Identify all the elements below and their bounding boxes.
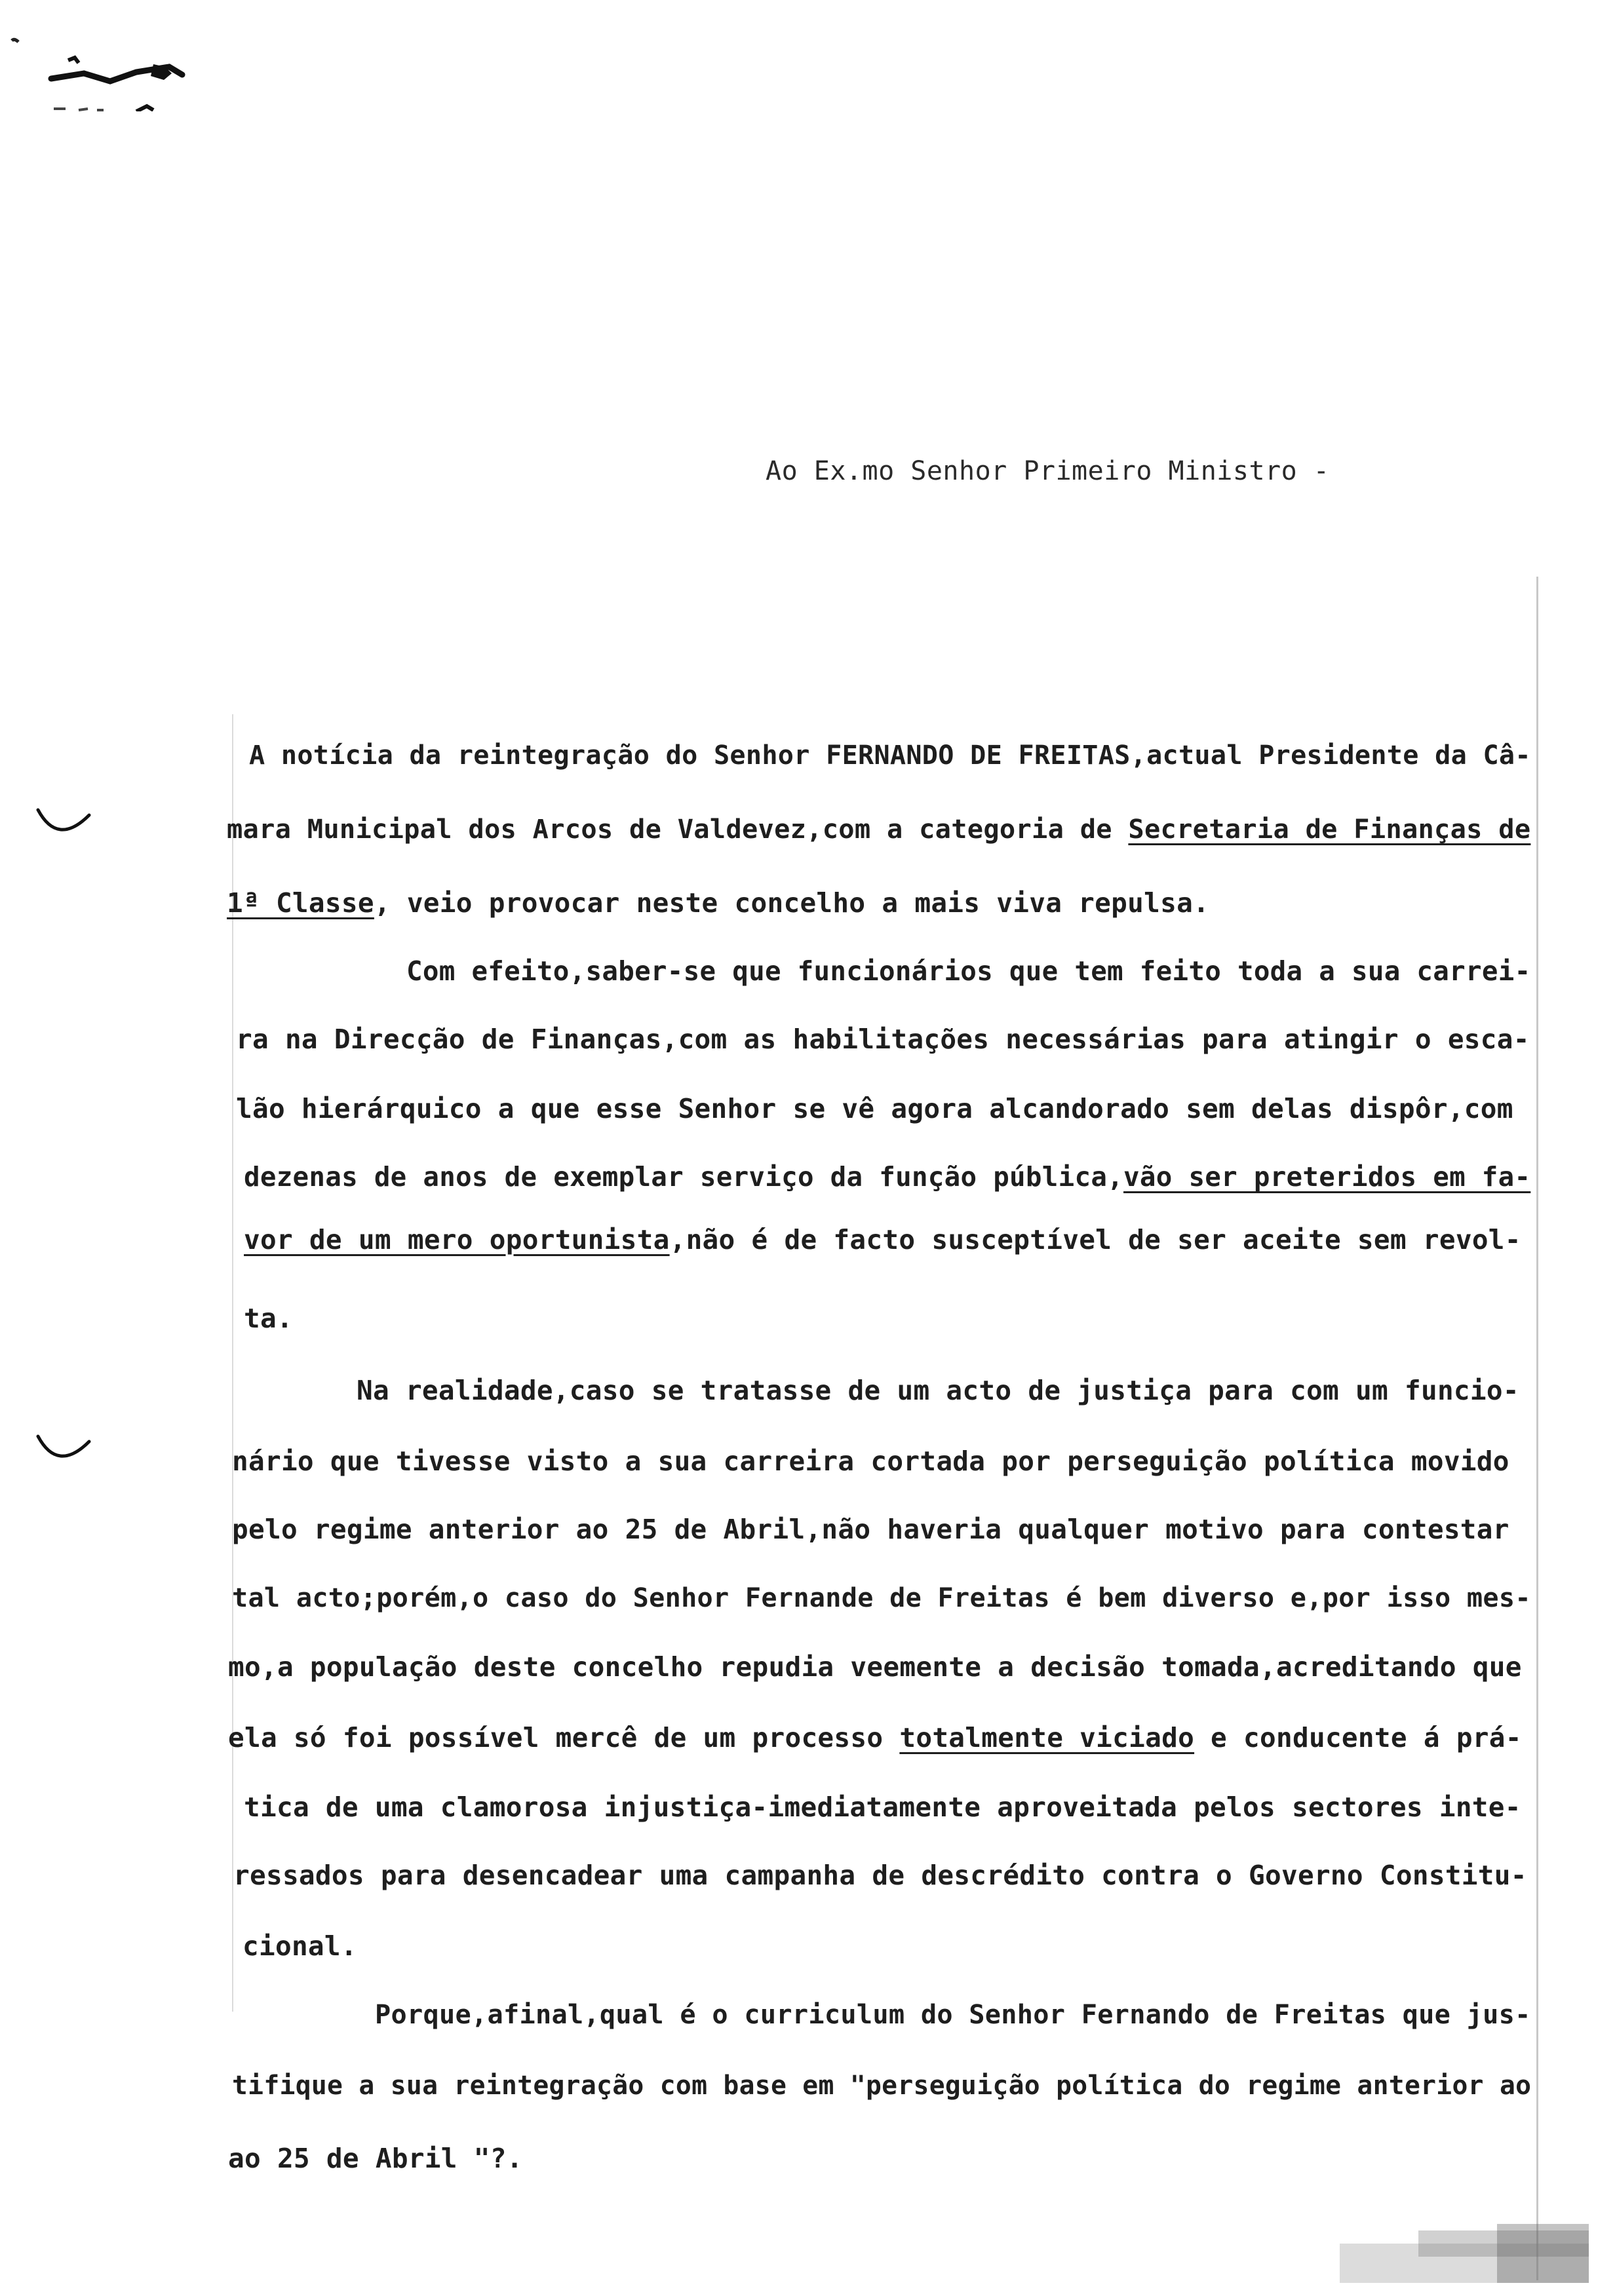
ink-scribble-mark bbox=[5, 26, 202, 111]
punch-hole-mark bbox=[31, 803, 94, 843]
scan-smudge bbox=[1287, 2224, 1589, 2283]
text-line: ta. bbox=[244, 1303, 293, 1334]
punch-hole-mark bbox=[31, 1430, 94, 1469]
text-line: tifique a sua reintegração com base em "perseguição política do regime anterior ao bbox=[232, 2071, 1532, 2101]
text-line: Porque,afinal,qual é o curriculum do Senhor Fernando de Freitas que jus- bbox=[375, 2000, 1531, 2030]
text-line: A notícia da reintegração do Senhor FERNANDO DE FREITAS,actual Presidente da Câ- bbox=[249, 740, 1531, 771]
text-line: Com efeito,saber-se que funcionários que tem feito toda a sua carrei- bbox=[406, 955, 1531, 987]
text-line: cional. bbox=[243, 1930, 357, 1962]
underlined-phrase: vão ser preteridos em fa- bbox=[1123, 1161, 1531, 1193]
text-line: ra na Direcção de Finanças,com as habilitações necessárias para atingir o esca- bbox=[236, 1024, 1530, 1055]
underlined-phrase: vor de um mero oportunista bbox=[244, 1224, 670, 1255]
addressee-line: Ao Ex.mo Senhor Primeiro Ministro - bbox=[766, 456, 1330, 486]
text-line: mo,a população deste concelho repudia veemente a decisão tomada,acreditando que bbox=[228, 1651, 1522, 1683]
text-line: pelo regime anterior ao 25 de Abril,não haveria qualquer motivo para contestar bbox=[232, 1514, 1509, 1545]
text-line: tica de uma clamorosa injustiça-imediatamente aproveitada pelos sectores inte- bbox=[244, 1791, 1521, 1823]
text-line: Na realidade,caso se tratasse de um acto de justiça para com um funcio- bbox=[357, 1375, 1519, 1406]
text-line: mara Municipal dos Arcos de Valdevez,com a categoria de Secretaria de Finanças de bbox=[227, 814, 1531, 845]
underlined-phrase: 1ª Classe bbox=[227, 887, 374, 919]
text-line: 1ª Classe, veio provocar neste concelho a mais viva repulsa. bbox=[227, 887, 1210, 919]
text-line: vor de um mero oportunista,não é de facto susceptível de ser aceite sem revol- bbox=[244, 1224, 1521, 1255]
text-line: ressados para desencadear uma campanha de descrédito contra o Governo Constitu- bbox=[233, 1860, 1527, 1891]
text-line: tal acto;porém,o caso do Senhor Fernande de Freitas é bem diverso e,por isso mes- bbox=[232, 1583, 1531, 1613]
text-line: ela só foi possível mercê de um processo totalmente viciado e conducente á prá- bbox=[228, 1722, 1522, 1753]
underlined-phrase: totalmente viciado bbox=[899, 1722, 1195, 1753]
text-line: nário que tivesse visto a sua carreira cortada por perseguição política movido bbox=[232, 1445, 1509, 1477]
text-line: dezenas de anos de exemplar serviço da função pública,vão ser preteridos em fa- bbox=[244, 1161, 1531, 1193]
margin-rule bbox=[1536, 577, 1538, 2280]
text-line: lão hierárquico a que esse Senhor se vê agora alcandorado sem delas dispôr,com bbox=[236, 1093, 1513, 1124]
text-line: ao 25 de Abril "?. bbox=[228, 2143, 523, 2174]
underlined-phrase: Secretaria de Finanças de bbox=[1128, 814, 1531, 845]
